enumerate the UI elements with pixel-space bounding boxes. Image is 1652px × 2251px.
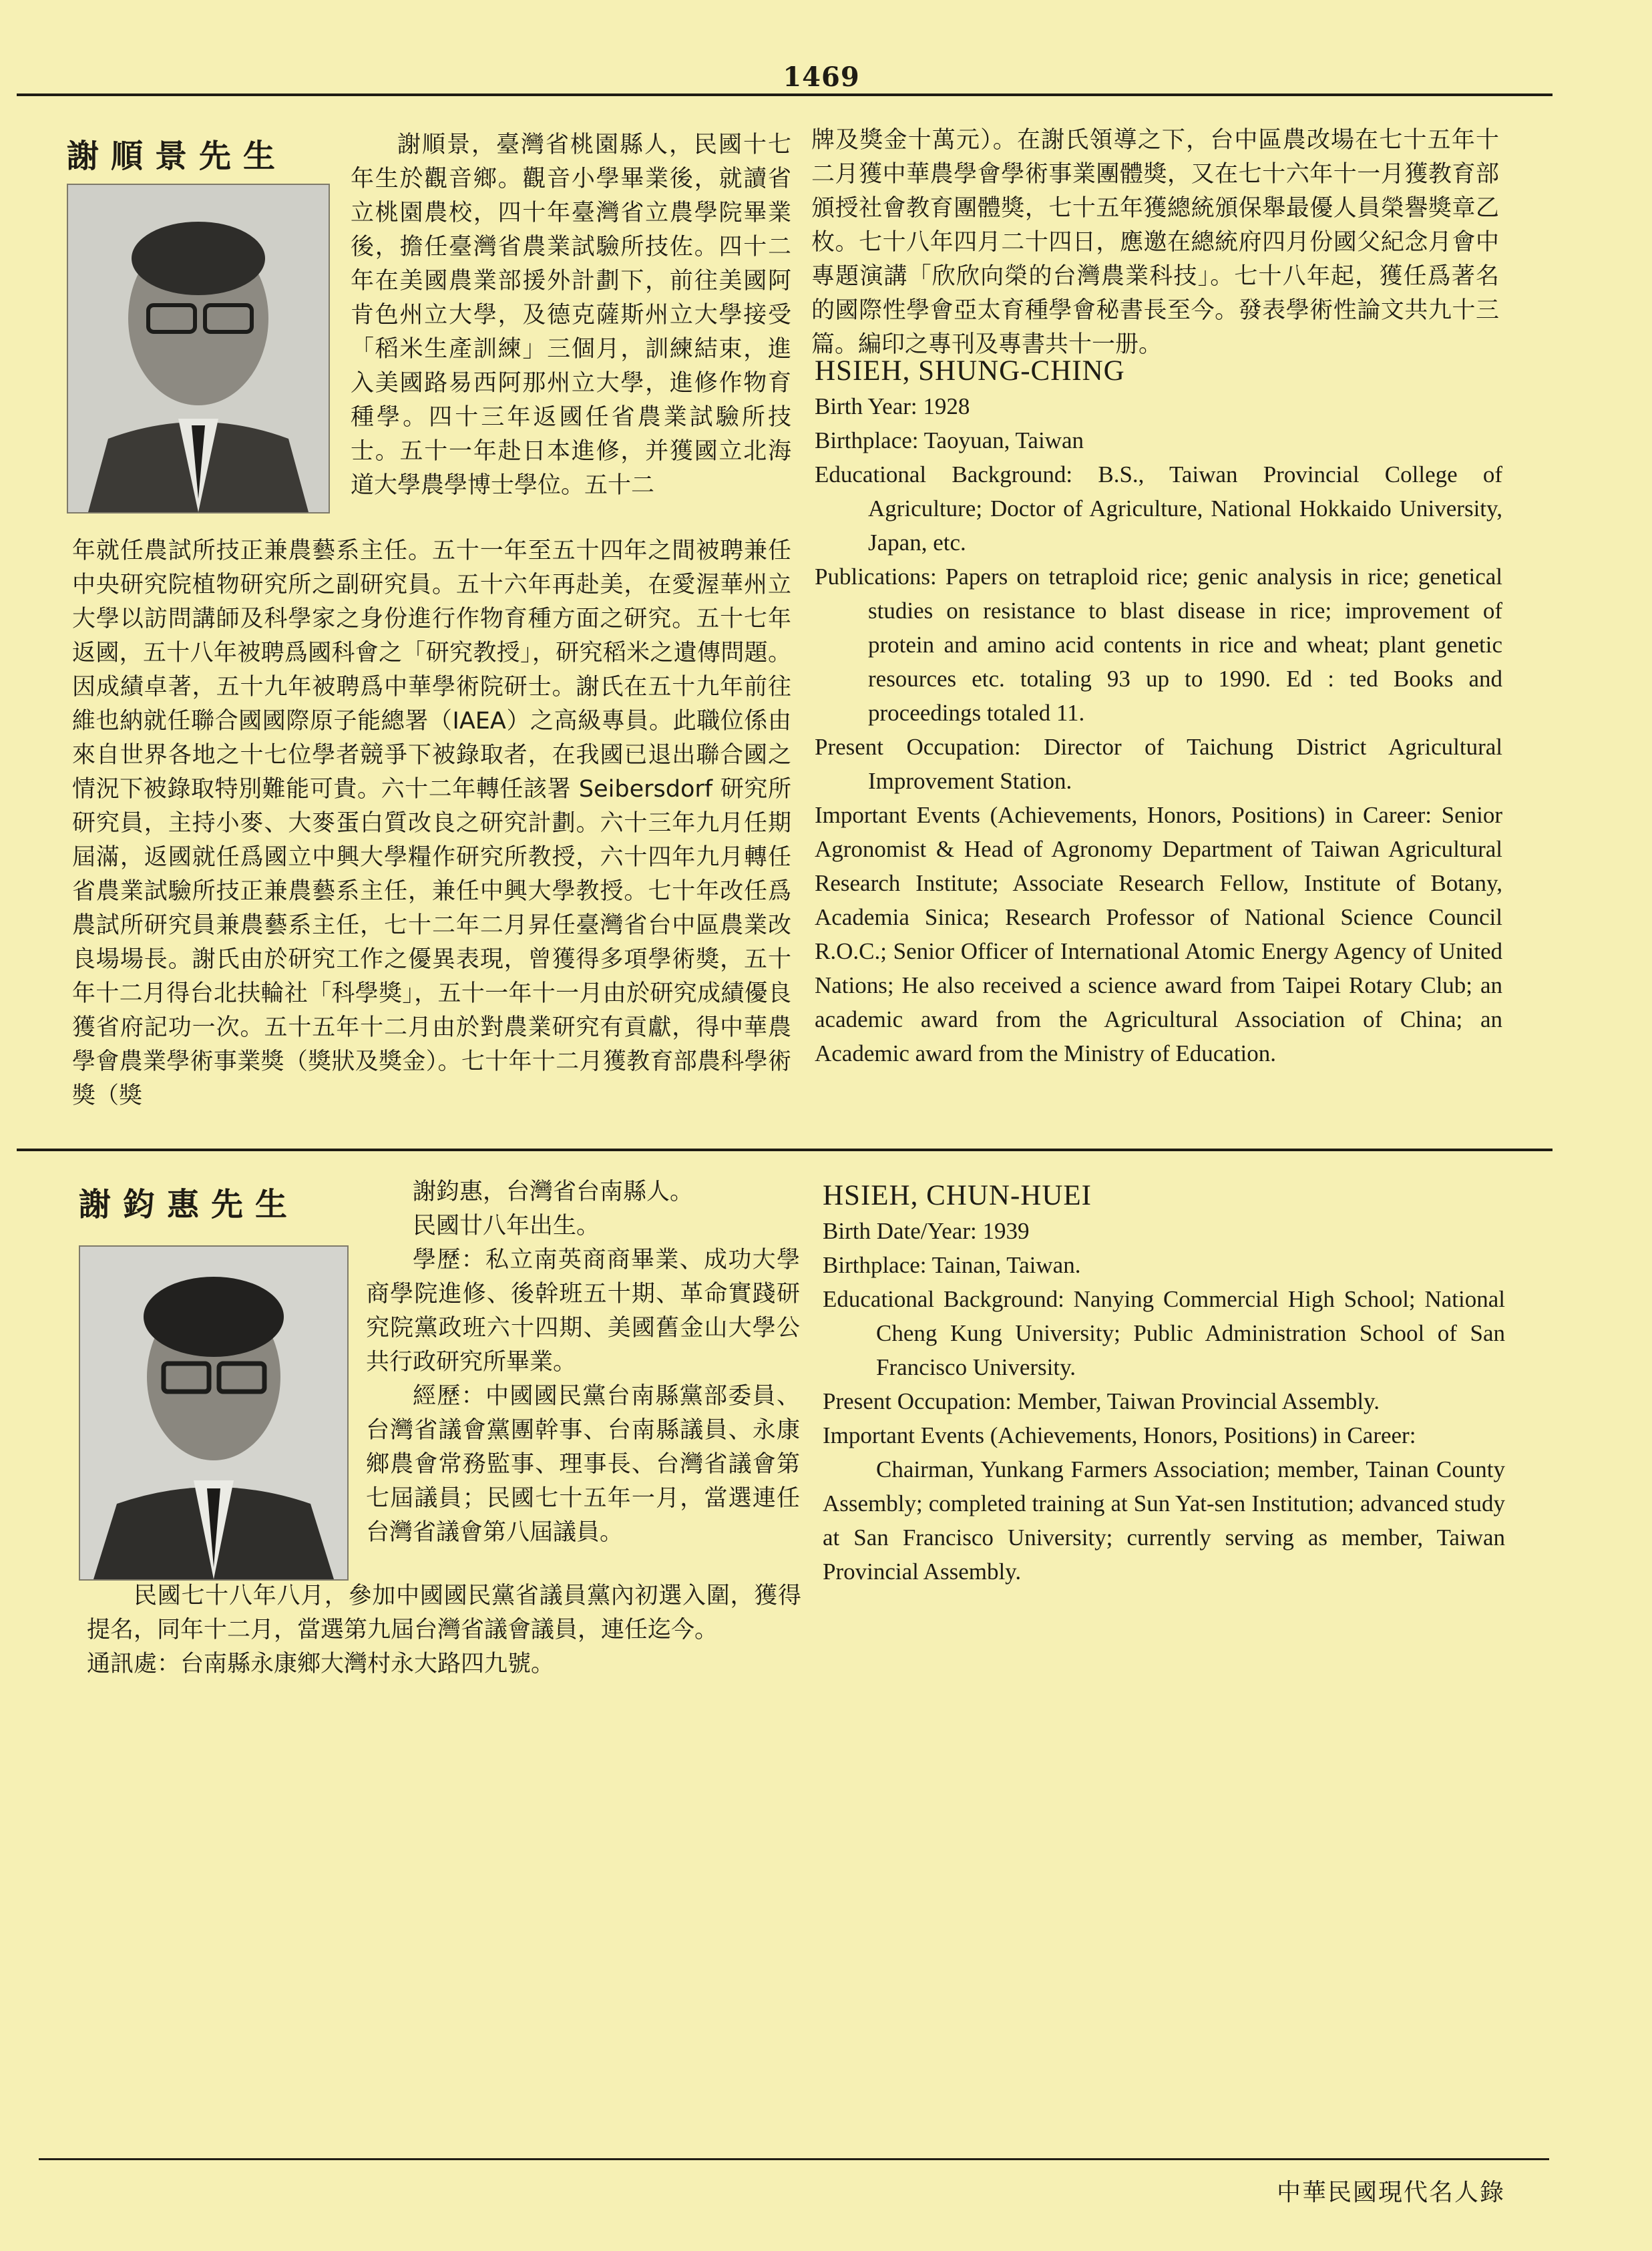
bottom-rule [39,2158,1549,2160]
page-number: 1469 [783,61,860,93]
entry1-bio-cjk-top [351,128,791,503]
entry1-bio-paragraph-top: 謝順景，臺灣省桃園縣人，民國十七年生於觀音鄉。觀音小學畢業後，就讀省立桃園農校，四十年臺灣省立農學院畢業後，擔任臺灣省農業試驗所技佐。四十二年在美國農業部援外計劃下，前往美國阿肯色州立大學，及德克薩斯州立大學接受「稻米生產訓練」三個月，訓練結束，進入美國路易西阿那州立大學，進修作物育種學。四十三年返國任省農業試驗所技士。五十一年赴日本進修，并獲國立北海道大學農學博士學位。五十二 [351,132,791,499]
entry2-bio-cjk [366,1175,800,1550]
entry2-field: Birth Date/Year: 1939 [823,1218,1030,1244]
entry1-field: Present Occupation: Director of Taichung District Agricultural Improvement Station. [815,734,1502,794]
entry2-field: Educational Background: Nanying Commercial High School; National Cheng Kung University; Public Administration School of San Francisco University. [823,1286,1505,1380]
portrait-figure-icon [80,1247,347,1579]
entry1-bio-paragraph-continued: 牌及獎金十萬元）。在謝氏領導之下，台中區農改場在七十五年十二月獲中華農學會學術事業團體獎，又在七十六年十一月獲教育部頒授社會教育團體獎，七十五年獲總統頒保舉最優人員榮譽獎章乙枚。七十八年四月二十四日，應邀在總統府四月份國父紀念月會中專題演講「欣欣向榮的台灣農業科技」。七十八年起，獲任爲著名的國際性學會亞太育種學會秘書長至今。發表學術性論文共九十三篇。編印之專刊及專書共十一册。 [811,127,1499,358]
entry2-bio-cjk-bottom [87,1579,801,1681]
entry1-name-cjk: 謝順景先生 [67,138,288,175]
entry2-bio-line: 學歷：私立南英商商畢業、成功大學商學院進修、後幹班五十期、革命實踐研究院黨政班六十四期、美國舊金山大學公共行政研究所畢業。 [366,1247,800,1376]
entry1-field: Educational Background: B.S., Taiwan Provincial College of Agriculture; Doctor of Agriculture, National Hokkaido University, Japan, etc. [815,461,1502,556]
entry2-name-cjk: 謝鈞惠先生 [79,1186,300,1223]
footer-book-title: 中華民國現代名人錄 [1276,2179,1505,2206]
entry2-field: Present Occupation: Member, Taiwan Provincial Assembly. [823,1388,1380,1414]
entry2-name-en: HSIEH, CHUN-HUEI [823,1180,1092,1211]
entry1-bio-paragraph-bottom: 年就任農試所技正兼農藝系主任。五十一年至五十四年之間被聘兼任中央研究院植物研究所之副研究員。五十六年再赴美，在愛渥華州立大學以訪問講師及科學家之身份進行作物育種方面之研究。五十七年返國，五十八年被聘爲國科會之「研究教授」，研究稻米之遺傳問題。因成績卓著，五十九年被聘爲中華學術院研士。謝氏在五十九年前往維也納就任聯合國國際原子能總署（IAEA）之高級專員。此職位係由來自世界各地之十七位學者競爭下被錄取者，在我國已退出聯合國之情況下被錄取特別難能可貴。六十二年轉任該署 Seibersdorf 研究所研究員，主持小麥、大麥蛋白質改良之研究計劃。六十三年九月任期屆滿，返國就任爲國立中興大學糧作研究所教授，六十四年九月轉任省農業試驗所技正兼農藝系主任，兼任中興大學教授。七十年改任爲農試所研究員兼農藝系主任，七十二年二月昇任臺灣省台中區農業改良場場長。謝氏由於研究工作之優異表現，曾獲得多項學術獎，五十年十二月得台北扶輪社「科學獎」，五十一年十一月由於研究成績優良獲省府記功一次。五十五年十二月由於對農業研究有貢獻，得中華農學會農業學術事業獎（獎狀及獎金）。七十年十二月獲教育部農科學術獎（獎 [72,538,791,1109]
entry1-bio-cjk-bottom [72,534,791,1113]
entry2-bio-line: 民國廿八年出生。 [413,1213,600,1239]
entry2-field: Important Events (Achievements, Honors, Positions) in Career: [823,1422,1416,1448]
entry2-bio-line: 謝鈞惠，台灣省台南縣人。 [413,1179,694,1205]
entry1-portrait-photo [67,184,330,514]
entry1-name-en: HSIEH, SHUNG-CHING [815,355,1125,387]
section-divider-rule [17,1149,1553,1151]
entry1-bio-cjk-continued [811,124,1499,362]
entry2-career-text: Chairman, Yunkang Farmers Association; member, Tainan County Assembly; completed training at Sun Yat-sen Institution; advanced study at San Francisco University; currently serving as member, Taiwan Provincial Assembly. [823,1456,1505,1585]
portrait-figure-icon [68,185,329,512]
top-rule [17,93,1553,96]
entry2-bio-line: 經歷：中國國民黨台南縣黨部委員、台灣省議會黨團幹事、台南縣議員、永康鄉農會常務監事、理事長、台灣省議會第七屆議員；民國七十五年一月，當選連任台灣省議會第八屆議員。 [366,1383,800,1546]
entry2-field: Birthplace: Tainan, Taiwan. [823,1252,1081,1278]
entry2-address: 通訊處：台南縣永康鄉大灣村永大路四九號。 [87,1651,555,1677]
entry1-field: Birth Year: 1928 [815,393,970,419]
entry2-portrait-photo [79,1245,349,1581]
entry1-english-bio [815,354,1502,1070]
entry2-bio-paragraph-bottom: 民國七十八年八月，參加中國國民黨省議員黨內初選入圍，獲得提名，同年十二月，當選第九屆台灣省議會議員，連任迄今。 [87,1583,801,1643]
entry1-field: Publications: Papers on tetraploid rice; genic analysis in rice; genetical studies on resistance to blast disease in rice; improvement of protein and amino acid contents in rice and wheat; plant genetic resources etc. totaling 93 up to 1990. Ed : ted Books and proceedings totaled 11. [815,564,1502,726]
entry1-field: Birthplace: Taoyuan, Taiwan [815,427,1084,453]
entry1-field: Important Events (Achievements, Honors, Positions) in Career: Senior Agronomist & Head of Agronomy Department of Taiwan Agricultural Research Institute; Associate Research Fellow, Institute of Botany, Academia Sinica; Research Professor of National Science Council R.O.C.; Senior Officer of International Atomic Energy Agency of United Nations; He also received a science award from Taipei Rotary Club; an academic award from the Agricultural Association of China; an Academic award from the Ministry of Education. [815,802,1502,1066]
entry2-english-bio [823,1179,1505,1589]
